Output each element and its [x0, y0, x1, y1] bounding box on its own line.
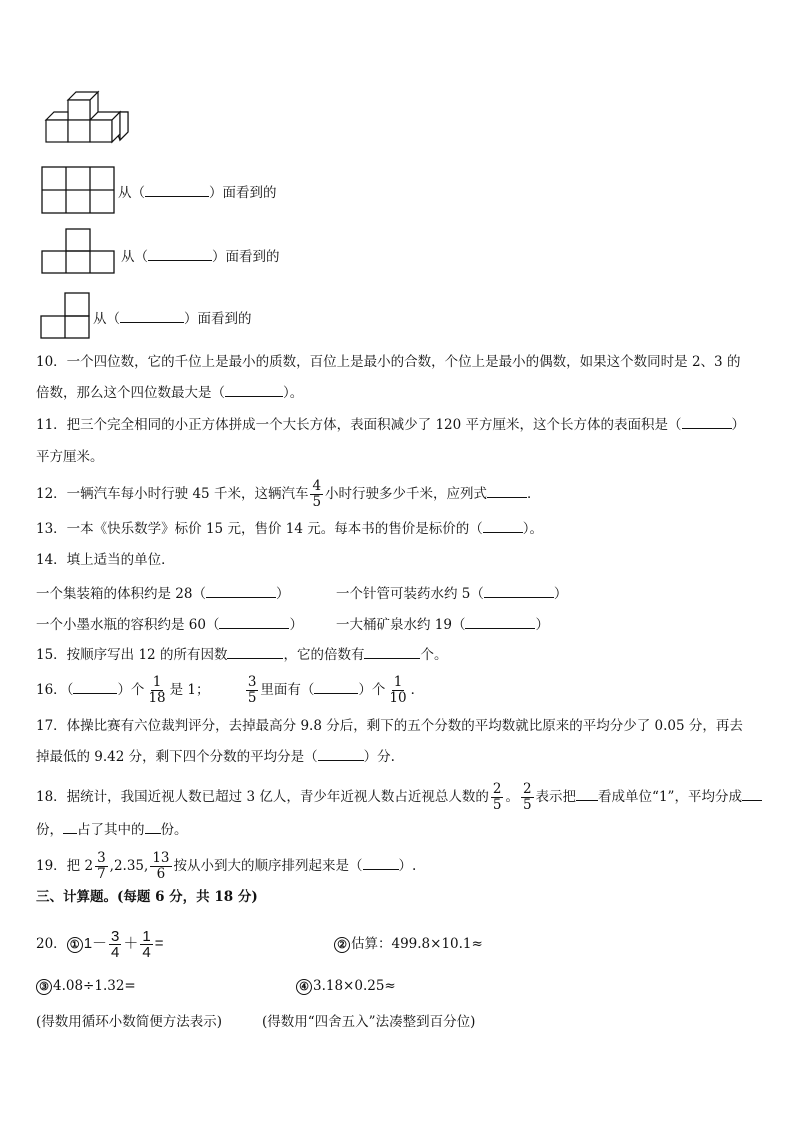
question-15: 15．按顺序写出 12 的所有因数 ，它的倍数有 个。 [36, 647, 448, 663]
answer-blank[interactable] [63, 821, 77, 834]
question-14-item-2: 一个针管可装药水约 5（ ） [336, 586, 568, 602]
question-20-expr-2: ② 估算：499.8×10.1≈ [334, 932, 483, 953]
question-16: 16．（ ）个 $\frac{1}{18}$ 是 1； $\frac{3}{5}$ 里面有（ ）个 $\frac{1}{10}$ ． [36, 674, 425, 706]
question-11-line-2: 平方厘米。 [36, 449, 104, 465]
cube-stack-figure [40, 86, 136, 146]
question-20-note-1: (得数用循环小数简便方法表示) [36, 1014, 223, 1030]
fraction: $\frac{1}{10}$ [389, 674, 407, 706]
fraction: $\frac{3}{4}$ [111, 928, 120, 961]
view-2-caption: 从（ ）面看到的 [121, 249, 280, 265]
answer-blank[interactable] [742, 788, 762, 801]
question-11-line-1: 11．把三个完全相同的小正方体拼成一个大长方体，表面积减少了 120 平方厘米，这个长方体的表面积是（ ） [36, 417, 746, 433]
answer-blank[interactable] [73, 681, 117, 694]
answer-blank[interactable] [148, 248, 212, 261]
answer-blank[interactable] [227, 646, 283, 659]
fraction: $\frac{4}{5}$ [312, 478, 322, 510]
question-10-line-1: 10．一个四位数，它的千位上是最小的质数，百位上是最小的合数，个位上是最小的偶数，如果这个数同时是 2、3 的 [36, 354, 741, 370]
answer-blank[interactable] [576, 788, 598, 801]
question-12: 12．一辆汽车每小时行驶 45 千米，这辆汽车 $\frac{4}{5}$ 小时行驶多少千米，应列式 ． [36, 478, 541, 510]
question-14-title: 14．填上适当的单位． [36, 552, 175, 568]
circled-number-4: ④ [296, 979, 312, 995]
answer-blank[interactable] [487, 485, 527, 498]
question-20-expr-3: ③ 4.08÷1.32= [36, 978, 136, 995]
question-20-note-2: (得数用“四舍五入”法凑整到百分位) [262, 1014, 476, 1030]
answer-blank[interactable] [318, 748, 364, 761]
view-grid-3 [40, 292, 92, 340]
answer-blank[interactable] [219, 616, 289, 629]
fraction: $\frac{1}{4}$ [142, 928, 151, 961]
answer-blank[interactable] [145, 184, 209, 197]
question-20-expr-1: 20． ① 1－ $\frac{3}{4}$ ＋ $\frac{1}{4}$ = [36, 928, 164, 961]
question-17-line-2: 掉最低的 9.42 分，剩下四个分数的平均分是（ ）分. [36, 749, 395, 765]
question-18-line-2: 份， 占了其中的 份。 [36, 822, 188, 838]
view-grid-2 [41, 228, 117, 274]
answer-blank[interactable] [206, 585, 276, 598]
answer-blank[interactable] [465, 616, 535, 629]
answer-blank[interactable] [364, 646, 420, 659]
circled-number-3: ③ [36, 979, 52, 995]
fraction: $\frac{3}{7}$ [97, 850, 106, 882]
question-10-line-2: 倍数，那么这个四位数最大是（ ）。 [36, 385, 304, 401]
view-grid-1 [41, 166, 115, 214]
question-14-item-4: 一大桶矿泉水约 19（ ） [336, 617, 549, 633]
question-17-line-1: 17．体操比赛有六位裁判评分，去掉最高分 9.8 分后，剩下的五个分数的平均数就比原来的平均分少了 0.05 分，再去 [36, 718, 743, 734]
view-3-caption: 从（ ）面看到的 [93, 311, 252, 327]
answer-blank[interactable] [484, 585, 554, 598]
fraction: $\frac{13}{6}$ [152, 850, 170, 882]
fraction: $\frac{3}{5}$ [247, 674, 257, 706]
question-13: 13．一本《快乐数学》标价 15 元，售价 14 元。每本书的售价是标价的（ ）。 [36, 521, 543, 537]
answer-blank[interactable] [314, 681, 358, 694]
question-20-expr-4: ④ 3.18×0.25≈ [296, 978, 396, 995]
section-3-heading: 三、计算题。(每题 6 分，共 18 分) [36, 889, 258, 905]
circled-number-1: ① [67, 937, 83, 953]
question-19: 19．把 2 $\frac{3}{7}$ ,2.35, $\frac{13}{6}$ 按从小到大的顺序排列起来是（ ）. [36, 850, 417, 882]
question-14-item-1: 一个集装箱的体积约是 28（ ） [36, 586, 290, 602]
question-14-item-3: 一个小墨水瓶的容积约是 60（ ） [36, 617, 303, 633]
answer-blank[interactable] [225, 384, 283, 397]
answer-blank[interactable] [682, 416, 732, 429]
view-1-caption: 从（ ）面看到的 [118, 185, 277, 201]
answer-blank[interactable] [145, 821, 161, 834]
answer-blank[interactable] [483, 520, 523, 533]
fraction: $\frac{1}{18}$ [148, 674, 166, 706]
fraction: $\frac{2}{5}$ [522, 781, 532, 813]
answer-blank[interactable] [363, 857, 399, 870]
question-18-line-1: 18．据统计，我国近视人数已超过 3 亿人，青少年近视人数占近视总人数的 $\frac{2}{5}$ 。 $\frac{2}{5}$ 表示把 看成单位“1”，平均分成 [36, 779, 762, 815]
circled-number-2: ② [334, 937, 350, 953]
answer-blank[interactable] [120, 310, 184, 323]
fraction: $\frac{2}{5}$ [492, 781, 502, 813]
